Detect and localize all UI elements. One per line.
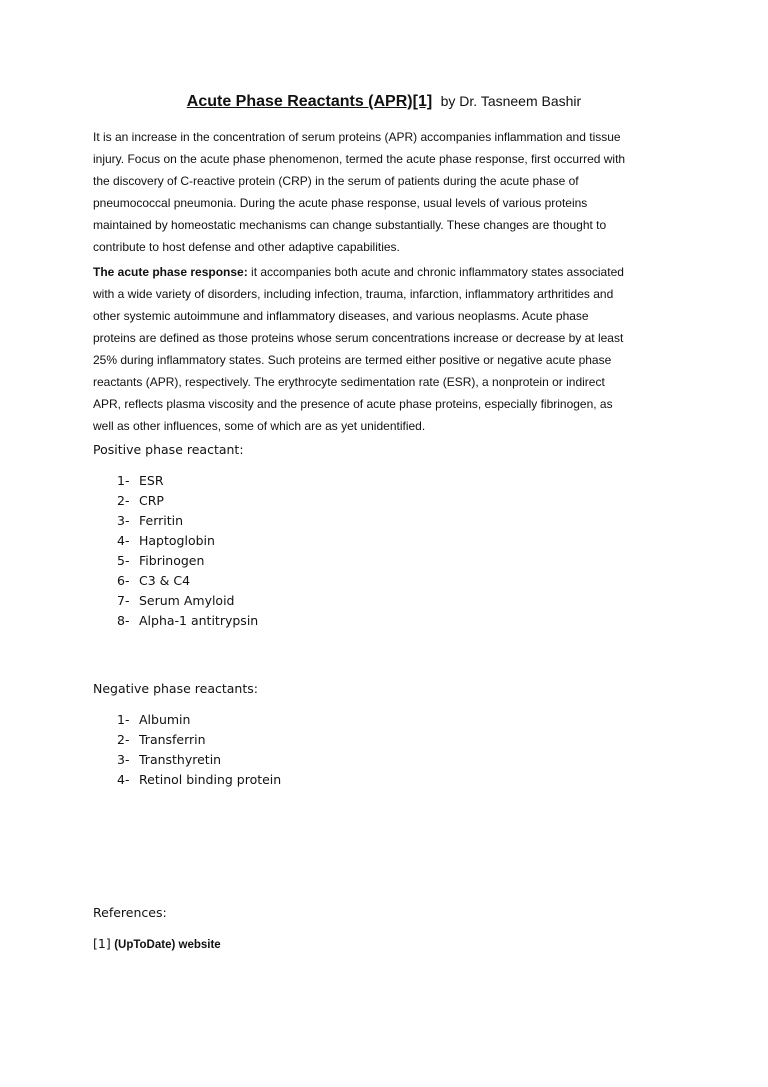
reference-item (93, 936, 221, 951)
list-text: Albumin (139, 712, 191, 727)
response-line: with a wide variety of disorders, including infection, trauma, infarction, inflammatory arthritides and (93, 287, 614, 301)
list-number: 7- (117, 593, 130, 608)
response-line: 25% during inflammatory states. Such proteins are termed either positive or negative acute phase (93, 353, 612, 367)
intro-paragraph (93, 126, 673, 258)
list-item (117, 770, 281, 790)
list-number: 4- (117, 772, 130, 787)
intro-line: injury. Focus on the acute phase phenomenon, termed the acute phase response, first occurred with (93, 152, 626, 166)
list-item (117, 750, 281, 770)
response-text: it accompanies both acute and chronic inflammatory states associated (247, 265, 624, 279)
list-text: Transthyretin (139, 752, 222, 767)
list-text: ESR (139, 473, 164, 488)
intro-line: contribute to host defense and other adaptive capabilities. (93, 240, 400, 254)
intro-line: pneumococcal pneumonia. During the acute phase response, usual levels of various proteins (93, 196, 588, 210)
response-line (93, 261, 673, 283)
list-number: 8- (117, 613, 130, 628)
response-line: APR, reflects plasma viscosity and the presence of acute phase proteins, especially fibrinogen, as (93, 397, 613, 411)
list-item (117, 491, 258, 511)
list-item (117, 571, 258, 591)
list-item (117, 471, 258, 491)
list-text: Ferritin (139, 513, 184, 528)
list-text: Serum Amyloid (139, 593, 235, 608)
list-item (117, 551, 258, 571)
reference-text: (UpToDate) website (114, 939, 221, 951)
response-line: other systemic autoimmune and inflammatory diseases, and various neoplasms. Acute phase (93, 309, 589, 323)
list-number: 1- (117, 712, 130, 727)
list-number: 3- (117, 752, 130, 767)
response-label: The acute phase response: (93, 265, 248, 279)
negative-heading: Negative phase reactants: (93, 681, 258, 696)
references-heading: References: (93, 905, 167, 920)
intro-line: It is an increase in the concentration of serum proteins (APR) accompanies inflammation and tissue (93, 130, 621, 144)
list-item (117, 611, 258, 631)
list-item (117, 730, 281, 750)
list-number: 6- (117, 573, 130, 588)
positive-list (117, 471, 258, 631)
list-item (117, 591, 258, 611)
title-main: Acute Phase Reactants (APR)[1] (186, 93, 433, 110)
list-text: Retinol binding protein (139, 772, 282, 787)
list-item (117, 710, 281, 730)
list-number: 1- (117, 473, 130, 488)
list-number: 3- (117, 513, 130, 528)
positive-heading: Positive phase reactant: (93, 442, 244, 457)
list-number: 2- (117, 493, 130, 508)
list-text: CRP (139, 493, 164, 508)
response-line: proteins are defined as those proteins whose serum concentrations increase or decrease by at least (93, 331, 624, 345)
list-item (117, 531, 258, 551)
intro-line: maintained by homeostatic mechanisms can change substantially. These changes are thought to (93, 218, 607, 232)
intro-line: the discovery of C-reactive protein (CRP) in the serum of patients during the acute phase of (93, 174, 579, 188)
list-text: Fibrinogen (139, 553, 205, 568)
list-number: 4- (117, 533, 130, 548)
response-line: well as other influences, some of which are as yet unidentified. (93, 419, 426, 433)
list-text: Transferrin (139, 732, 206, 747)
response-line: reactants (APR), respectively. The erythrocyte sedimentation rate (ESR), a nonprotein or indirect (93, 375, 605, 389)
list-text: C3 & C4 (139, 573, 191, 588)
reference-number: [1] (93, 936, 111, 951)
negative-list (117, 710, 281, 790)
list-number: 5- (117, 553, 130, 568)
title-author: by Dr. Tasneem Bashir (440, 93, 582, 109)
list-text: Haptoglobin (139, 533, 215, 548)
document-title (0, 93, 768, 111)
list-item (117, 511, 258, 531)
response-paragraph (93, 261, 673, 437)
list-number: 2- (117, 732, 130, 747)
list-text: Alpha-1 antitrypsin (139, 613, 259, 628)
